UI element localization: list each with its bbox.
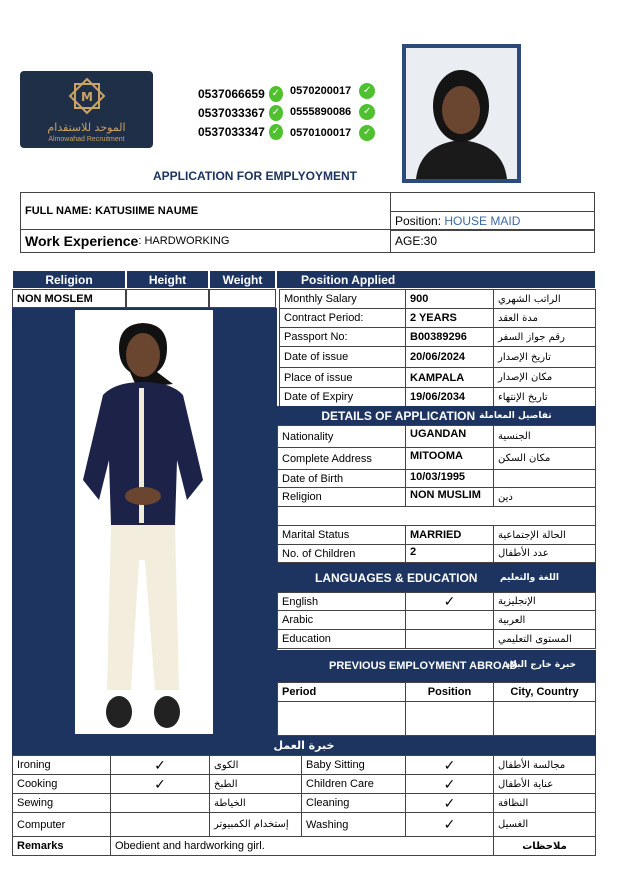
company-logo: [20, 71, 153, 148]
contract-row-value: KAMPALA: [405, 367, 494, 388]
weight-value: [209, 289, 276, 308]
contract-row-arabic: مدة العقد: [493, 308, 596, 328]
contract-row-value: 900: [405, 289, 494, 309]
details-row-arabic: الجنسية: [493, 425, 596, 448]
contract-row-label: Place of issue: [279, 367, 406, 388]
language-row-arabic: المستوى التعليمي: [493, 629, 596, 649]
phone-list-right: [290, 80, 380, 143]
skill-right-arabic: الغسيل: [493, 812, 596, 837]
svg-text:M: M: [81, 90, 93, 104]
phone-number: 0570200017: [290, 84, 352, 97]
contract-row-label: Passport No:: [279, 327, 406, 347]
language-row-check: ✓: [405, 592, 494, 611]
details-row-label: Nationality: [277, 425, 406, 448]
languages-header: [277, 563, 596, 592]
family-row-arabic: الحالة الإجتماعية: [493, 525, 596, 545]
skills-header: خبرة العمل: [12, 736, 596, 755]
header-religion: Religion: [12, 270, 126, 289]
phone-number: 0537033367: [198, 105, 265, 120]
header-height: Height: [126, 270, 209, 289]
prev-row-empty: [493, 701, 596, 736]
details-row-label: Complete Address: [277, 447, 406, 470]
skill-left-check: ✓: [110, 755, 210, 775]
language-row-arabic: الإنجليزية: [493, 592, 596, 611]
skill-right-label: Cleaning: [301, 793, 406, 813]
whatsapp-icon: ✓: [359, 125, 375, 141]
religion-value: NON MOSLEM: [12, 289, 126, 308]
phone-list-left: [198, 84, 283, 141]
prev-col-period: Period: [277, 682, 406, 702]
details-row-arabic: دين: [493, 487, 596, 507]
skill-right-label: Washing: [301, 812, 406, 837]
skill-left-check: ✓: [110, 774, 210, 794]
whatsapp-icon: ✓: [359, 104, 375, 120]
form-title: APPLICATION FOR EMPLYOYMENT: [153, 169, 358, 183]
prev-col-city: City, Country: [493, 682, 596, 702]
work-exp-value: : HARDWORKING: [138, 235, 230, 247]
skill-right-arabic: مجالسة الأطفال: [493, 755, 596, 775]
details-row-label: Date of Birth: [277, 469, 406, 488]
previous-employment-en: PREVIOUS EMPLOYMENT ABROAD: [329, 660, 518, 672]
details-header-ar: تفاصيل المعاملة: [479, 410, 552, 421]
family-row-value: MARRIED: [405, 525, 494, 545]
skill-left-arabic: الطبخ: [209, 774, 302, 794]
remarks-arabic: ملاحظات: [493, 836, 596, 856]
skill-right-label: Baby Sitting: [301, 755, 406, 775]
phone-entry: [290, 101, 380, 122]
skill-left-label: Cooking: [12, 774, 111, 794]
skill-right-check: ✓: [405, 793, 494, 813]
photo-panel: [12, 308, 277, 736]
skill-right-check: ✓: [405, 755, 494, 775]
phone-number: 0537033347: [198, 124, 265, 139]
contract-row-value: 2 YEARS: [405, 308, 494, 328]
previous-employment-ar: خبرة خارج البلاد: [505, 660, 576, 670]
phone-entry: [198, 84, 283, 103]
contract-row-label: Monthly Salary: [279, 289, 406, 309]
prev-row-empty: [277, 701, 406, 736]
whatsapp-icon: ✓: [269, 105, 283, 121]
blank-row: [277, 506, 596, 526]
skill-right-check: ✓: [405, 812, 494, 837]
prev-col-position: Position: [405, 682, 494, 702]
phone-entry: [290, 122, 380, 143]
height-value: [126, 289, 209, 308]
details-row-value: MITOOMA: [405, 447, 494, 470]
contract-row-value: B00389296: [405, 327, 494, 347]
phone-number: 0555890086: [290, 105, 352, 118]
full-name: FULL NAME: KATUSIIME NAUME: [20, 192, 391, 230]
age-field: AGE:30: [390, 229, 595, 253]
skill-right-arabic: عناية الأطفال: [493, 774, 596, 794]
full-body-photo: [75, 310, 213, 734]
language-row-check: [405, 629, 494, 649]
skill-right-check: ✓: [405, 774, 494, 794]
header-position-applied: Position Applied: [276, 270, 596, 289]
contract-row-label: Date of issue: [279, 346, 406, 368]
work-exp-label: Work Experience: [25, 233, 139, 249]
blank-cell: [390, 192, 595, 212]
previous-employment-header: [277, 650, 596, 682]
whatsapp-icon: ✓: [359, 83, 375, 99]
skill-left-label: Computer: [12, 812, 111, 837]
skill-left-arabic: إستخدام الكمبيوتر: [209, 812, 302, 837]
contract-row-arabic: مكان الإصدار: [493, 367, 596, 388]
contract-row-arabic: الراتب الشهري: [493, 289, 596, 309]
portrait-photo: [402, 44, 521, 183]
details-header-en: DETAILS OF APPLICATION: [321, 408, 476, 423]
skill-right-arabic: النظافة: [493, 793, 596, 813]
logo-english-text: Almowahad Recruitment: [48, 136, 125, 143]
position-field: [390, 211, 595, 231]
skill-right-label: Children Care: [301, 774, 406, 794]
languages-header-en: LANGUAGES & EDUCATION: [315, 570, 478, 585]
phone-number: 0570100017: [290, 126, 352, 139]
details-row-arabic: [493, 469, 596, 488]
skill-left-label: Sewing: [12, 793, 111, 813]
skill-left-label: Ironing: [12, 755, 111, 775]
contract-row-arabic: رقم جواز السفر: [493, 327, 596, 347]
logo-arabic-text: الموحد للاستقدام: [47, 121, 126, 134]
details-row-value: UGANDAN: [405, 425, 494, 448]
contract-row-value: 20/06/2024: [405, 346, 494, 368]
details-header: [277, 406, 596, 425]
family-row-value: 2: [405, 544, 494, 563]
family-row-label: Marital Status: [277, 525, 406, 545]
details-row-label: Religion: [277, 487, 406, 507]
phone-entry: [290, 80, 380, 101]
language-row-check: [405, 610, 494, 630]
languages-header-ar: اللغة والتعليم: [499, 572, 559, 583]
header-weight: Weight: [209, 270, 276, 289]
contract-row-arabic: تاريخ الإنتهاء: [493, 387, 596, 407]
contract-row-value: 19/06/2034: [405, 387, 494, 407]
remarks-label: Remarks: [12, 836, 111, 856]
family-row-label: No. of Children: [277, 544, 406, 563]
contract-row-label: Contract Period:: [279, 308, 406, 328]
language-row-label: Arabic: [277, 610, 406, 630]
phone-entry: [198, 122, 283, 141]
remarks-value: Obedient and hardworking girl.: [110, 836, 494, 856]
details-row-arabic: مكان السكن: [493, 447, 596, 470]
whatsapp-icon: ✓: [269, 86, 283, 102]
work-experience: [20, 229, 391, 253]
skill-left-arabic: الكوى: [209, 755, 302, 775]
position-label: Position:: [395, 214, 442, 228]
language-row-label: Education: [277, 629, 406, 649]
contract-row-arabic: تاريخ الإصدار: [493, 346, 596, 368]
details-row-value: 10/03/1995: [405, 469, 494, 488]
skill-left-arabic: الخياطة: [209, 793, 302, 813]
language-row-label: English: [277, 592, 406, 611]
full-body-figure: [75, 310, 213, 734]
prev-row-empty: [405, 701, 494, 736]
position-value: HOUSE MAID: [444, 214, 521, 228]
skill-left-check: [110, 793, 210, 813]
portrait-figure: [406, 48, 517, 179]
phone-entry: [198, 103, 283, 122]
whatsapp-icon: ✓: [269, 124, 283, 140]
contract-row-label: Date of Expiry: [279, 387, 406, 407]
family-row-arabic: عدد الأطفال: [493, 544, 596, 563]
logo-emblem-icon: [66, 75, 108, 117]
language-row-arabic: العربية: [493, 610, 596, 630]
phone-number: 0537066659: [198, 86, 265, 101]
skill-left-check: [110, 812, 210, 837]
details-row-value: NON MUSLIM: [405, 487, 494, 507]
